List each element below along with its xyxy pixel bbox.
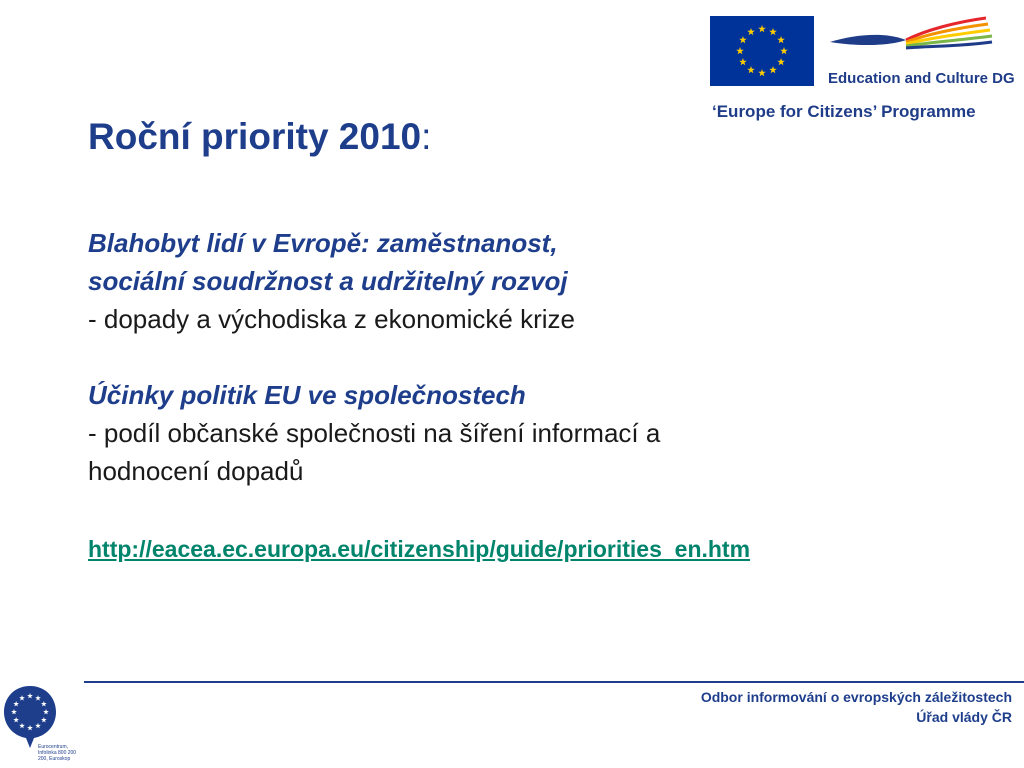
section2-text-line2: hodnocení dopadů bbox=[88, 456, 304, 486]
footer-divider bbox=[84, 681, 1024, 683]
section1-heading-line2: sociální soudržnost a udržitelný rozvoj bbox=[88, 266, 568, 296]
slide-title-colon: : bbox=[421, 116, 432, 157]
bird-icon bbox=[826, 14, 996, 74]
footer-line2: Úřad vlády ČR bbox=[916, 709, 1012, 725]
priorities-link[interactable]: http://eacea.ec.europa.eu/citizenship/guide/priorities_en.htm bbox=[88, 536, 751, 562]
section1-text: - dopady a východiska z ekonomické krize bbox=[88, 304, 576, 334]
slide-title bbox=[88, 116, 431, 158]
logo-dg-text: Education and Culture DG bbox=[828, 70, 1015, 87]
footer-line1: Odbor informování o evropských záležitostech bbox=[700, 689, 1012, 705]
section2-heading: Účinky politik EU ve společnostech bbox=[88, 380, 526, 410]
footer-logo-caption: Eurocentrum, Infolinka 800 200 200, Euroskop bbox=[38, 744, 77, 762]
logo-programme-text: ‘Europe for Citizens’ Programme bbox=[712, 102, 976, 121]
footer-text bbox=[701, 687, 1012, 727]
slide-title-text: Roční priority 2010 bbox=[88, 116, 422, 157]
eu-flag-icon bbox=[710, 16, 814, 86]
section1-heading-line1: Blahobyt lidí v Evropě: zaměstnanost, bbox=[88, 228, 558, 258]
slide-content bbox=[88, 224, 988, 490]
section2-text-line1: - podíl občanské společnosti na šíření informací a bbox=[88, 418, 661, 448]
eu-programme-logo bbox=[706, 14, 1015, 126]
